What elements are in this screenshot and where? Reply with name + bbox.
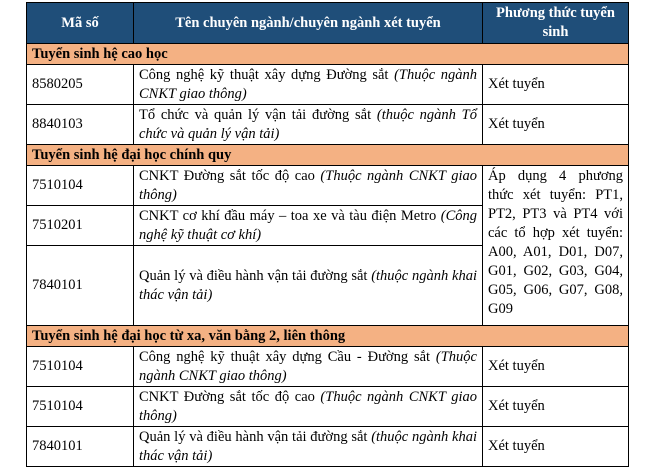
program-note: (Thuộc ngành CNKT giao thông) [139, 348, 477, 384]
program-code: 7840101 [27, 427, 134, 467]
program-note: (thuộc ngành khai thác vận tải) [139, 267, 477, 303]
table-row [27, 387, 629, 427]
program-title: Tổ chức và quản lý vận tải đường sắt [139, 106, 377, 123]
program-note: (thuộc ngành Tổ chức và quản lý vận tải) [139, 106, 477, 142]
section-title: Tuyển sinh hệ đại học từ xa, văn bằng 2, liên thông [27, 326, 629, 347]
table-row [27, 427, 629, 467]
program-title: Công nghệ kỹ thuật xây dựng Đường sắt [139, 66, 395, 83]
program-code: 7510104 [27, 166, 134, 206]
program-code: 7510104 [27, 387, 134, 427]
program-name [134, 166, 483, 206]
program-title: CNKT cơ khí đầu máy – toa xe và tàu điện Metro [139, 207, 441, 224]
program-code: 7840101 [27, 246, 134, 326]
program-note: (thuộc ngành khai thác vận tải) [139, 428, 477, 464]
admission-method: Xét tuyển [483, 105, 629, 145]
program-note: (Thuộc ngành CNKT giao thông) [139, 66, 477, 102]
admission-method: Xét tuyển [483, 387, 629, 427]
program-title: CNKT Đường sắt tốc độ cao [139, 388, 321, 405]
program-name [134, 65, 483, 105]
section-regular-undergrad [27, 145, 629, 166]
program-code: 8840103 [27, 105, 134, 145]
table-row [27, 65, 629, 105]
program-name [134, 105, 483, 145]
admissions-table [26, 2, 629, 467]
section-title: Tuyển sinh hệ đại học chính quy [27, 145, 629, 166]
program-name [134, 347, 483, 387]
program-note: (Thuộc ngành CNKT giao thông) [139, 167, 477, 203]
header-row [27, 3, 629, 44]
program-name [134, 206, 483, 246]
program-title: CNKT Đường sắt tốc độ cao [139, 167, 321, 184]
section-distance-second-degree [27, 326, 629, 347]
program-title: Quản lý và điều hành vận tải đường sắt [139, 267, 372, 284]
program-name [134, 246, 483, 326]
program-code: 8580205 [27, 65, 134, 105]
admission-method: Xét tuyển [483, 347, 629, 387]
admission-method: Xét tuyển [483, 65, 629, 105]
program-note: (Công nghệ kỹ thuật cơ khí) [139, 207, 477, 243]
program-code: 7510104 [27, 347, 134, 387]
header-code: Mã số [27, 3, 134, 44]
section-graduate [27, 44, 629, 65]
table-row [27, 166, 629, 206]
table-row [27, 105, 629, 145]
program-name [134, 427, 483, 467]
header-program: Tên chuyên ngành/chuyên ngành xét tuyển [134, 3, 483, 44]
admission-method: Xét tuyển [483, 427, 629, 467]
program-note: (Thuộc ngành CNKT giao thông) [139, 388, 477, 424]
program-code: 7510201 [27, 206, 134, 246]
table-row [27, 347, 629, 387]
header-method: Phương thức tuyển sinh [483, 3, 629, 44]
program-title: Công nghệ kỹ thuật xây dựng Cầu - Đường sắt [139, 348, 436, 365]
program-title: Quản lý và điều hành vận tải đường sắt [139, 428, 372, 445]
section-title: Tuyển sinh hệ cao học [27, 44, 629, 65]
shared-admission-method: Áp dụng 4 phương thức xét tuyển: PT1, PT2, PT3 và PT4 với các tổ hợp xét tuyển: A00, A01, D01, D07, G01, G02, G03, G04, G05, G06, G07, G08, G09 [483, 166, 629, 326]
program-name [134, 387, 483, 427]
